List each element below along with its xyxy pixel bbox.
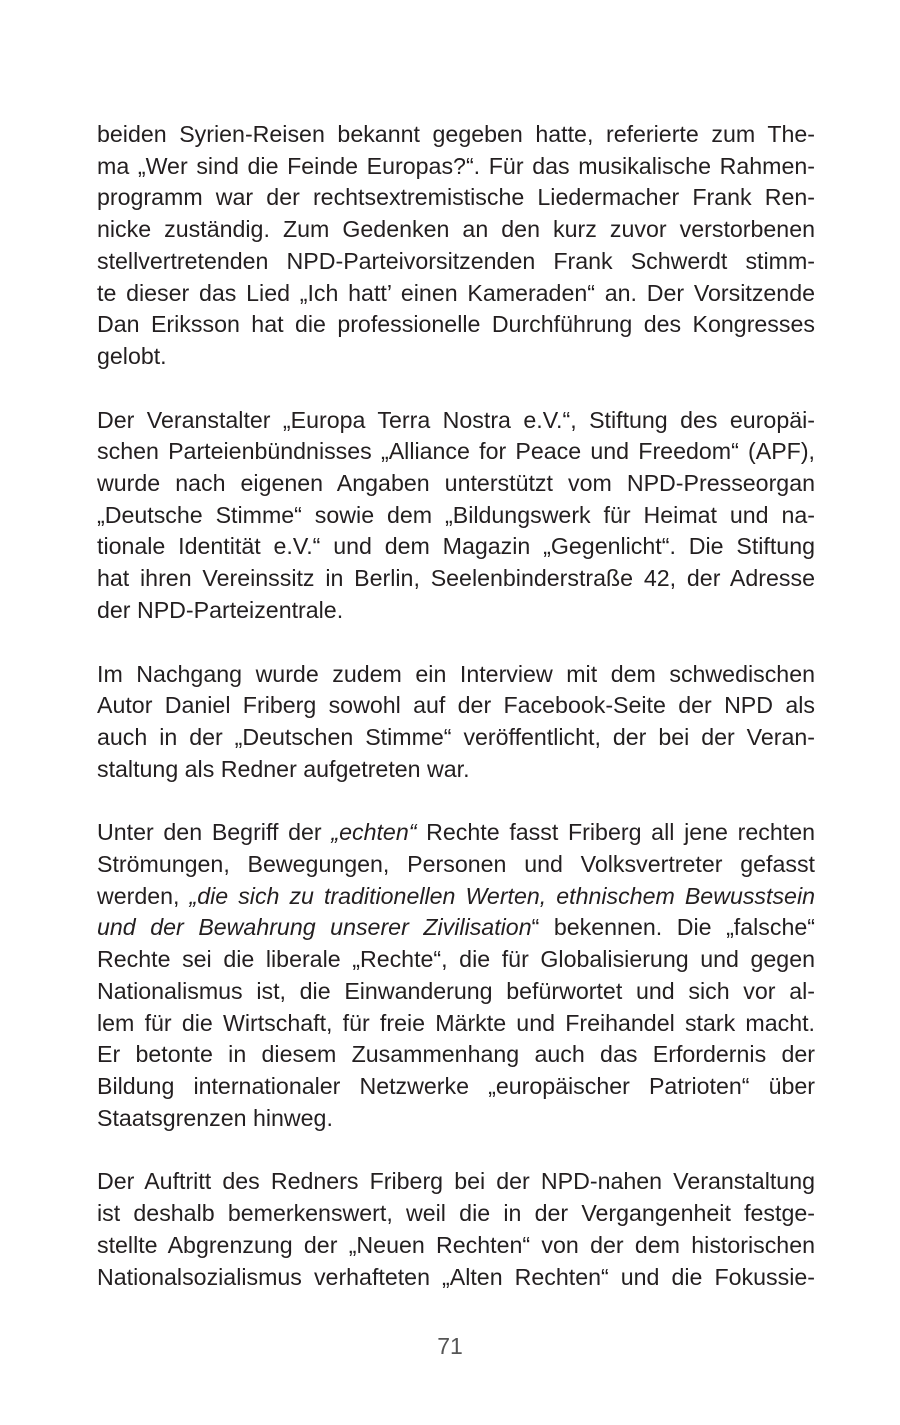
italic-quote: „echten“ [331,819,417,846]
text-line: Nationalismus ist, die Einwanderung befürwortet und sich vor al- [97,977,815,1004]
text-line: auch in der „Deutschen Stimme“ veröffentlicht, der bei der Veran- [97,723,815,750]
page-number: 71 [437,1333,463,1359]
paragraph-4 [97,817,815,1134]
text-line: Staatsgrenzen hinweg. [97,1104,333,1131]
text-line: Im Nachgang wurde zudem ein Interview mit dem schwedischen [97,660,815,687]
text-line: Er betonte in diesem Zusammenhang auch das Erfordernis der [97,1041,815,1068]
text-line: tionale Identität e.V.“ und dem Magazin „Gegenlicht“. Die Stiftung [97,533,815,560]
italic-quote: und der Bewahrung unserer Zivilisation [97,914,532,941]
text-segment: Rechte fasst Friberg all jene rechten [416,819,815,846]
text-line [97,881,815,913]
text-line: „Deutsche Stimme“ sowie dem „Bildungswerk für Heimat und na- [97,501,815,528]
text-line: staltung als Redner aufgetreten war. [97,755,470,782]
text-line: Der Veranstalter „Europa Terra Nostra e.V.“, Stiftung des europäi- [97,406,815,433]
text-line: Bildung internationaler Netzwerke „europäischer Patrioten“ über [97,1072,815,1099]
text-line: der NPD-Parteizentrale. [97,596,344,623]
text-line: gelobt. [97,342,167,369]
text-line: hat ihren Vereinssitz in Berlin, Seelenbinderstraße 42, der Adresse [97,565,815,592]
text-line: ist deshalb bemerkenswert, weil die in der Vergangenheit festge- [97,1200,815,1227]
text-line: te dieser das Lied „Ich hatt’ einen Kameraden“ an. Der Vorsitzende [97,279,815,306]
text-line: wurde nach eigenen Angaben unterstützt vom NPD-Presseorgan [97,470,815,497]
text-line: Nationalsozialismus verhafteten „Alten Rechten“ und die Fokussie- [97,1263,815,1290]
paragraph-5 [97,1166,815,1293]
text-segment: Unter den Begriff der [97,819,332,846]
text-line: nicke zuständig. Zum Gedenken an den kurz zuvor verstorbenen [97,216,815,243]
text-segment: werden, [97,882,190,909]
text-line: Dan Eriksson hat die professionelle Durchführung des Kongresses [97,311,815,338]
text-line: Autor Daniel Friberg sowohl auf der Facebook-Seite der NPD als [97,692,815,719]
text-line: Rechte sei die liberale „Rechte“, die für Globalisierung und gegen [97,946,815,973]
text-line: programm war der rechtsextremistische Liedermacher Frank Ren- [97,184,815,211]
text-line: schen Parteienbündnisses „Alliance for Peace und Freedom“ (APF), [97,438,815,465]
text-line: beiden Syrien-Reisen bekannt gegeben hatte, referierte zum The- [97,121,815,147]
text-line: stellte Abgrenzung der „Neuen Rechten“ von der dem historischen [97,1231,815,1258]
paragraph-3 [97,659,815,786]
text-line: Der Auftritt des Redners Friberg bei der NPD-nahen Veranstaltung [97,1168,815,1195]
paragraph-2 [97,405,815,627]
text-line: stellvertretenden NPD-Parteivorsitzenden Frank Schwerdt stimm- [97,247,815,274]
text-line: Strömungen, Bewegungen, Personen und Volksvertreter gefasst [97,851,815,878]
text-segment: “ bekennen. Die „falsche“ [531,914,815,941]
text-line: lem für die Wirtschaft, für freie Märkte und Freihandel stark macht. [97,1009,815,1036]
paragraph-1 [97,119,815,373]
text-line [97,817,815,849]
page-body [97,119,815,1325]
italic-quote: „die sich zu traditionellen Werten, ethnischem Bewusstsein [189,882,816,909]
text-line: ma „Wer sind die Feinde Europas?“. Für das musikalische Rahmen- [97,152,815,179]
text-line [97,912,815,944]
